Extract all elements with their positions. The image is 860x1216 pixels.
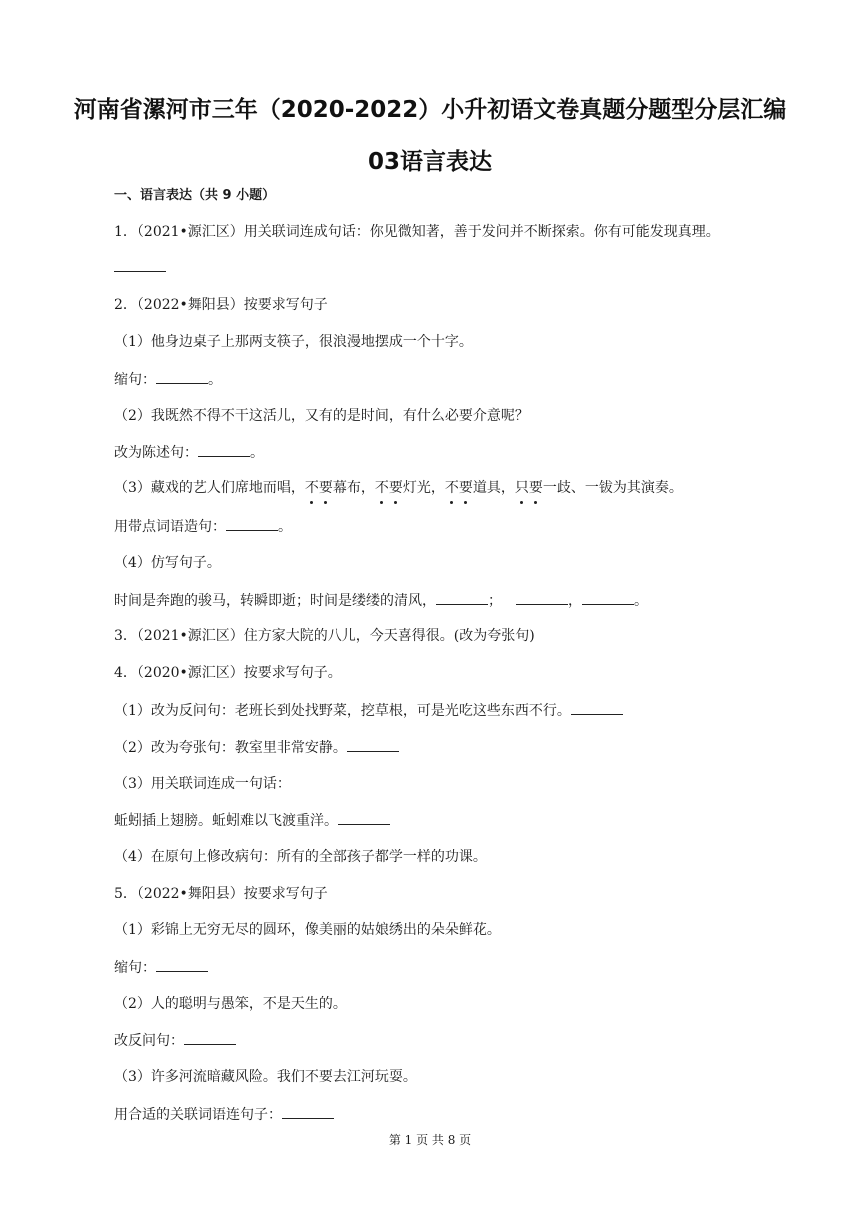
answer-blank[interactable] <box>198 442 250 457</box>
answer-blank[interactable] <box>338 810 390 825</box>
answer-blank[interactable] <box>282 1104 334 1119</box>
answer-line <box>114 442 264 463</box>
question-5-item-3: （3）许多河流暗藏风险。我们不要去江河玩耍。 <box>114 1069 417 1085</box>
question-2-item-4: （4）仿写句子。 <box>114 555 221 571</box>
answer-blank[interactable] <box>571 700 623 715</box>
punctuation: ； <box>488 593 502 609</box>
prompt-label: 缩句： <box>114 960 156 976</box>
sentence-text: 蚯蚓插上翅膀。蚯蚓难以飞渡重洋。 <box>114 813 338 829</box>
question-2-item-3 <box>114 478 683 498</box>
question-2-item-1: （1）他身边桌子上那两支筷子，很浪漫地摆成一个十字。 <box>114 334 473 350</box>
question-4-item-2 <box>114 737 399 758</box>
sentence-text: 道具， <box>472 480 515 496</box>
answer-line <box>114 957 208 978</box>
answer-blank[interactable] <box>184 1030 236 1045</box>
document-title-line1: 河南省漯河市三年（2020-2022）小升初语文卷真题分题型分层汇编 <box>73 97 787 123</box>
imitation-sentence <box>114 590 648 611</box>
dotted-word <box>445 480 473 496</box>
question-3: 3．（2021•源汇区）住方家大院的八儿，今天喜得很。(改为夸张句) <box>114 628 535 644</box>
document-title-line2: 03语言表达 <box>367 149 492 175</box>
answer-line <box>114 369 222 390</box>
answer-blank[interactable] <box>226 516 278 531</box>
answer-line <box>114 1104 334 1125</box>
question-1: 1．（2021•源汇区）用关联词连成句话：你见微知著，善于发问并不断探索。你有可能发现真理。 <box>114 224 720 240</box>
question-4-heading: 4．（2020•源汇区）按要求写句子。 <box>114 665 342 681</box>
dotted-character: 不 <box>304 480 319 496</box>
answer-blank[interactable] <box>156 369 208 384</box>
sentence-text: 时间是奔跑的骏马，转瞬即逝；时间是缕缕的清风， <box>114 593 436 609</box>
question-5-item-2: （2）人的聪明与愚笨，不是天生的。 <box>114 996 347 1012</box>
answer-line <box>114 1030 236 1051</box>
question-2-item-2: （2）我既然不得不干这活儿，又有的是时间，有什么必要介意呢？ <box>114 408 529 424</box>
punctuation: 。 <box>208 372 222 388</box>
dotted-character: 要 <box>388 480 403 496</box>
dotted-word <box>515 480 543 496</box>
question-4-item-3-text <box>114 810 390 831</box>
prompt-label: 改反问句： <box>114 1033 184 1049</box>
question-4-item-1 <box>114 700 623 721</box>
dotted-character: 要 <box>318 480 333 496</box>
answer-blank[interactable] <box>114 257 166 278</box>
dotted-character: 要 <box>458 480 473 496</box>
question-4-item-4: （4）在原句上修改病句：所有的全部孩子都学一样的功课。 <box>114 849 487 865</box>
answer-blank[interactable] <box>436 590 488 605</box>
page-footer: 第 1 页 共 8 页 <box>388 1133 472 1147</box>
answer-blank[interactable] <box>516 590 568 605</box>
dotted-word <box>305 480 333 496</box>
sentence-text: 灯光， <box>402 480 445 496</box>
punctuation: 。 <box>250 445 264 461</box>
dotted-word <box>375 480 403 496</box>
punctuation: ， <box>568 593 582 609</box>
answer-line <box>114 516 292 537</box>
sentence-text: 幕布， <box>332 480 375 496</box>
punctuation: 。 <box>634 593 648 609</box>
dotted-character: 要 <box>528 480 543 496</box>
punctuation: 。 <box>278 519 292 535</box>
dotted-character: 不 <box>374 480 389 496</box>
prompt-label: 用合适的关联词语连句子： <box>114 1107 282 1123</box>
question-2-heading: 2．（2022•舞阳县）按要求写句子 <box>114 297 328 313</box>
question-4-item-3: （3）用关联词连成一句话： <box>114 776 291 792</box>
sentence-text: （2）改为夸张句：教室里非常安静。 <box>114 740 347 756</box>
answer-blank[interactable] <box>347 737 399 752</box>
prompt-label: 改为陈述句： <box>114 445 198 461</box>
answer-blank[interactable] <box>582 590 634 605</box>
prompt-label: 用带点词语造句： <box>114 519 226 535</box>
dotted-character: 不 <box>444 480 459 496</box>
answer-blank[interactable] <box>156 957 208 972</box>
question-5-item-1: （1）彩锦上无穷无尽的圆环，像美丽的姑娘绣出的朵朵鲜花。 <box>114 922 501 938</box>
prompt-label: 缩句： <box>114 372 156 388</box>
question-5-heading: 5．（2022•舞阳县）按要求写句子 <box>114 886 328 902</box>
sentence-text: 一歧、一钹为其演奏。 <box>542 480 683 496</box>
section-heading: 一、语言表达（共 9 小题） <box>114 188 276 203</box>
sentence-text: （3）藏戏的艺人们席地而唱， <box>114 480 305 496</box>
dotted-character: 只 <box>514 480 529 496</box>
sentence-text: （1）改为反问句：老班长到处找野菜，挖草根，可是光吃这些东西不行。 <box>114 703 571 719</box>
